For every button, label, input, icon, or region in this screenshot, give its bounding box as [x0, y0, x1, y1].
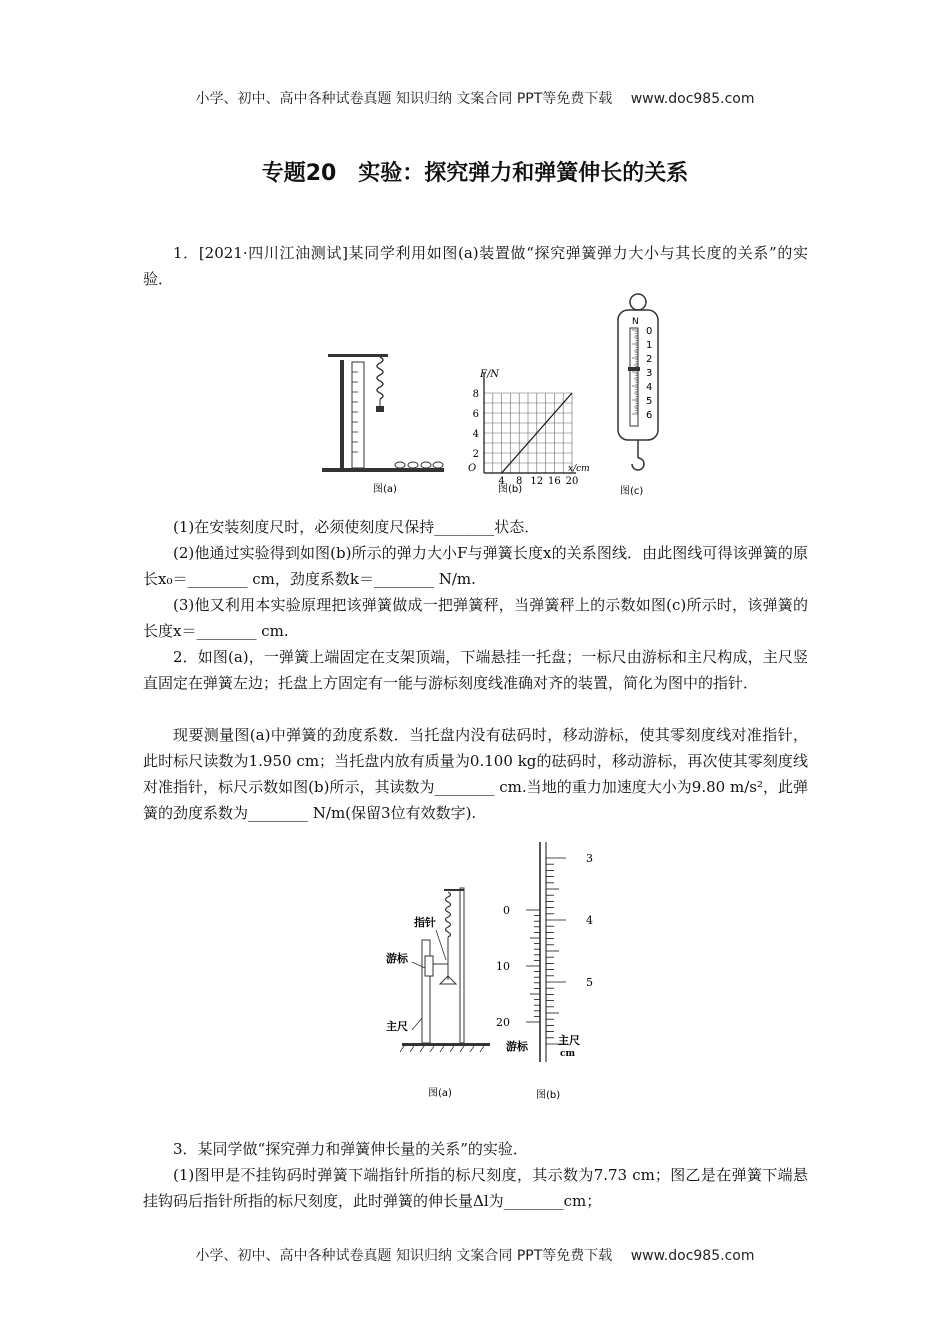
label-pointer: 指针 [414, 916, 436, 929]
main-scale-ticks [546, 852, 593, 1044]
x-tick-label: 4 [498, 476, 505, 487]
main-leader [412, 1018, 422, 1030]
stand-rod [340, 360, 344, 468]
ruler-ticks [352, 372, 358, 452]
hanging-weight [376, 406, 384, 412]
main-scale-bar [422, 940, 430, 1043]
stand-base [322, 468, 444, 472]
q1-part2: (2)他通过实验得到如图(b)所示的弹力大小F与弹簧长度x的关系图线．由此图线可得该弹簧的原长x₀＝________ cm，劲度系数k＝________ N/m. [143, 544, 808, 588]
scale-ring [630, 294, 646, 310]
fig2a-caption: 图(a) [428, 1088, 452, 1099]
y-tick-label: 6 [472, 409, 479, 420]
page-header: 小学、初中、高中各种试卷真题 知识归纳 文案合同 PPT等免费下载 www.doc985.com [195, 91, 755, 107]
q2-intro: 2．如图(a)，一弹簧上端固定在支架顶端，下端悬挂一托盘；一标尺由游标和主尺构成，主尺竖直固定在弹簧左边；托盘上方固定有一能与游标刻度线准确对齐的装置，简化为图中的指针． [143, 648, 808, 692]
figure-1c-scale [610, 290, 670, 500]
spare-weights [395, 462, 443, 468]
scale-tick-label: 1 [646, 340, 653, 351]
support-post [460, 888, 464, 1043]
fig1a-caption: 图(a) [373, 484, 397, 495]
y-tick-label: 4 [472, 429, 479, 440]
scale-tick-label: 0 [646, 326, 653, 337]
main-tick-label: 3 [586, 852, 593, 865]
label-main-b: 主尺 [558, 1034, 580, 1047]
figure-1a [318, 340, 448, 500]
vernier-tick-label: 20 [496, 1016, 510, 1029]
x-tick-label: 16 [548, 476, 561, 487]
q1-intro: 1．[2021·四川江油测试]某同学利用如图(a)装置做“探究弹簧弹力大小与其长度的关系”的实验． [143, 244, 808, 288]
x-tick-label: 20 [565, 476, 579, 487]
page-title: 专题20 实验：探究弹力和弹簧伸长的关系 [261, 161, 689, 186]
vernier-slider [425, 956, 433, 976]
vernier-tick-label: 0 [503, 904, 510, 917]
vernier-tick-label: 10 [496, 960, 510, 973]
spring-coil [377, 357, 383, 399]
q1-part3: (3)他又利用本实验原理把该弹簧做成一把弹簧秤，当弹簧秤上的示数如图(c)所示时，该弹簧的长度x＝________ cm. [143, 596, 808, 640]
label-vernier-b: 游标 [506, 1040, 528, 1053]
main-tick-label: 4 [586, 914, 593, 927]
origin-label: O [468, 463, 477, 474]
scale-tick-label: 4 [646, 382, 653, 393]
x-axis-label: x/cm [568, 464, 590, 474]
figure-2a [380, 880, 490, 1105]
scale-tick-label: 6 [646, 410, 653, 421]
scale-tick-label: 3 [646, 368, 653, 379]
figure-2b [490, 840, 610, 1105]
q1-part1: (1)在安装刻度尺时，必须使刻度尺保持________状态． [173, 518, 540, 536]
q2-body: 现要测量图(a)中弹簧的劲度系数．当托盘内没有砝码时，移动游标，使其零刻度线对准指针，此时标尺读数为1.950 cm；当托盘内放有质量为0.100 kg的砝码时，移动游标，再次使其零刻度线对准指针，标尺示数如图(b)所示，其读数为________ cm.当地的重力加速度大小为9.80 m/s²，此弹簧的劲度系数为________ N/m(保留3位有效数字). [143, 726, 809, 822]
q3-intro: 3．某同学做“探究弹力和弹簧伸长量的关系”的实验． [173, 1140, 528, 1158]
fig2b-caption: 图(b) [536, 1090, 561, 1101]
chart-grid [484, 393, 572, 473]
pointer-leader [436, 930, 446, 960]
x-tick-label: 8 [516, 476, 523, 487]
base-hatch [400, 1046, 484, 1052]
spring-coil-2 [446, 892, 451, 937]
vernier-leader [412, 962, 425, 968]
scale-hook [632, 458, 644, 470]
y-tick-label: 8 [472, 389, 479, 400]
fig1b-caption: 图(b) [498, 484, 523, 495]
stand-arm [328, 354, 388, 357]
label-main-scale: 主尺 [386, 1020, 408, 1033]
y-tick-label: 2 [472, 449, 479, 460]
main-tick-label: 5 [586, 976, 593, 989]
fig1c-caption: 图(c) [620, 486, 644, 497]
scale-ticks [632, 326, 652, 421]
vernier-scale-ticks [496, 904, 540, 1029]
figure-1b-chart [458, 365, 603, 500]
base-plate [402, 1043, 490, 1046]
scale-tick-label: 2 [646, 354, 653, 365]
x-tick-label: 12 [530, 476, 544, 487]
q3-part1: (1)图甲是不挂钩码时弹簧下端指针所指的标尺刻度，其示数为7.73 cm；图乙是在弹簧下端悬挂钩码后指针所指的标尺刻度，此时弹簧的伸长量Δl为________cm； [143, 1166, 808, 1210]
scale-unit-letter: N [632, 317, 639, 327]
page-footer: 小学、初中、高中各种试卷真题 知识归纳 文案合同 PPT等免费下载 www.doc985.com [195, 1248, 755, 1264]
y-axis-label: F/N [480, 369, 500, 380]
scale-tick-label: 5 [646, 396, 653, 407]
label-unit: cm [560, 1049, 576, 1059]
label-vernier: 游标 [386, 952, 408, 965]
scale-pointer [628, 367, 640, 371]
